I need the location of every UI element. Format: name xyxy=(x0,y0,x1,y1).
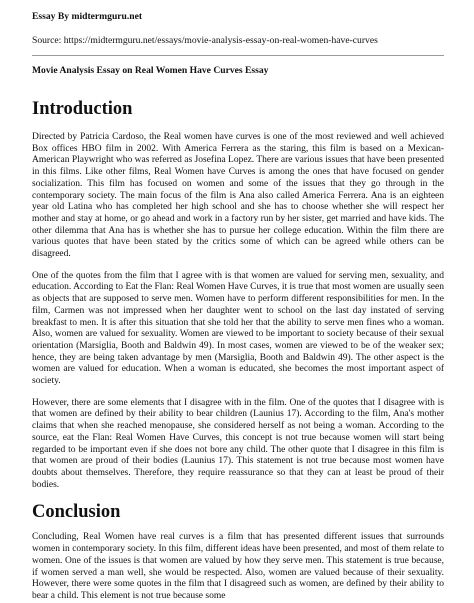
section-heading-conclusion: Conclusion xyxy=(32,502,121,523)
document-title: Movie Analysis Essay on Real Women Have Curves Essay xyxy=(32,65,269,76)
byline: Essay By midtermguru.net xyxy=(32,11,143,22)
section-heading-introduction: Introduction xyxy=(32,99,133,119)
paragraph: One of the quotes from the film that I agree with is that women are valued for serving men, sexuality, and education. According to Eat the Flan: Real Women Have Curves, it is true that most women are usually seen as objects that are supposed to serve men. Women have to perform different responsibilities for men. In the film, Carmen was not impressed when her daughter went to school on the last day instated of serving breakfast to men. It is after this situation that she told her that the ability to serve men fines who a woman. Also, women are valued for sexuality. Women are viewed to be important to society because of their sexual orientation (Marsiglia, Booth and Baldwin 49). In most cases, women are viewed to be of the weaker sex; hence, they are being taken advantage by men (Marsiglia, Booth and Baldwin 49). The other aspect is the women are valued for education. When a woman is educated, she becomes the most important aspect of society. xyxy=(32,270,444,387)
divider xyxy=(32,55,444,56)
paragraph: Directed by Patricia Cardoso, the Real women have curves is one of the most reviewed and well achieved Box offices HBO film in 2002. With America Ferrera as the staring, this film is based on a Mexican-American Playwright who was referred as Josefina Lopez. There are various issues that have been presented in this films. Like other films, Real Women have Curves is among the ones that have focused on gender socialization. This film has focused on women and some of the issues that they go through in the contemporary society. The main focus of the film is Ana also called America Ferrera. Ana is an eighteen year old Latina who has completed her high school and she has to choose whether she will respect her mother and stay at home, or go ahead and work in a factory run by her sister, get married and have kids. The other dilemma that Ana has is whether she has to pursue her college education. Within the film there are various quotes that have been stated by the critics some of which can be agreed while others can be disagreed. xyxy=(32,132,444,260)
paragraph: However, there are some elements that I disagree with in the film. One of the quotes that I disagree with is that women are defined by their ability to bear children (Launius 17). According to the film, Ana's mother claims that when she reached menopause, she considered herself as not being a woman. According to the source, eat the Flan: Real Women Have Curves, this concept is not true because women will start being regarded to be important even if she does not bore any child. The other quote that I disagree in this film is that women are proud of their bodies (Launius 17). This statement is not true because most women have doubts about themselves. Therefore, they require reassurance so that they can at least be proud of their bodies. xyxy=(32,397,444,490)
paragraph: Concluding, Real Women have real curves is a film that has presented different issues that surrounds women in contemporary society. In this film, different ideas have been presented, and most of them relate to women. One of the issues is that women are valued by how they serve men. This statement is true because, if women served a man well, she would be respected. Also, women are valued because of their sexuality. However, there were some quotes in the film that I disagreed such as women, are defined by their ability to bear a child. This element is not true because some xyxy=(32,532,444,601)
source-line: Source: https://midtermguru.net/essays/movie-analysis-essay-on-real-women-have-curves xyxy=(32,35,378,46)
